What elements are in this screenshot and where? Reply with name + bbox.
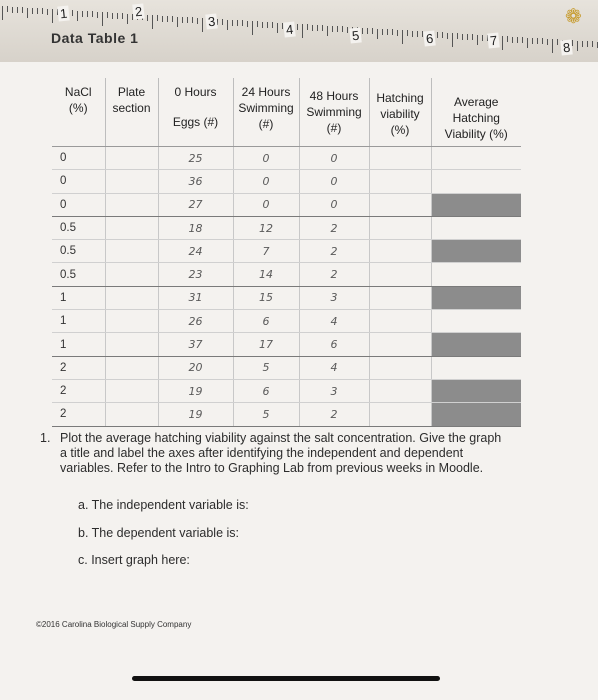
ruler-tick — [557, 39, 558, 45]
hatching-viability-cell — [369, 333, 431, 356]
eggs-cell: 25 — [158, 147, 233, 170]
ruler-tick — [147, 15, 148, 21]
average-viability-cell — [431, 356, 521, 379]
table-row — [52, 286, 521, 309]
average-viability-cell — [431, 333, 521, 356]
nacl-cell: 2 — [52, 403, 105, 426]
ruler-tick — [7, 6, 8, 12]
average-viability-cell — [431, 286, 521, 309]
ruler-tick — [122, 13, 123, 19]
average-viability-cell — [431, 240, 521, 263]
ruler-tick — [472, 34, 473, 40]
swimming-24h-cell: 5 — [233, 356, 299, 379]
eggs-cell: 31 — [158, 286, 233, 309]
swimming-48h-cell: 6 — [299, 333, 369, 356]
table-row — [52, 147, 521, 170]
swimming-48h-cell: 0 — [299, 193, 369, 216]
ruler-tick — [532, 38, 533, 44]
ruler-tick — [272, 22, 273, 28]
ruler-tick — [332, 26, 333, 32]
hatching-viability-cell — [369, 170, 431, 193]
table-row — [52, 403, 521, 426]
eggs-cell: 24 — [158, 240, 233, 263]
ruler-tick — [97, 12, 98, 18]
table-row — [52, 356, 521, 379]
ruler-tick — [342, 26, 343, 32]
ruler-tick — [522, 37, 523, 43]
swimming-48h-cell: 2 — [299, 240, 369, 263]
ruler-tick — [12, 7, 13, 13]
plate-section-cell — [105, 379, 158, 402]
ruler-tick — [587, 41, 588, 47]
average-viability-cell — [431, 310, 521, 333]
ruler-tick — [162, 16, 163, 22]
ruler-tick — [402, 30, 403, 44]
ruler-tick — [157, 15, 158, 21]
ruler-tick — [377, 29, 378, 39]
plate-section-cell — [105, 333, 158, 356]
answer-independent-variable: a. The independent variable is: — [78, 498, 249, 512]
ruler-tick — [232, 20, 233, 26]
ruler-tick — [172, 16, 173, 22]
ruler-tick — [437, 32, 438, 38]
table-row — [52, 216, 521, 239]
swimming-48h-cell: 2 — [299, 216, 369, 239]
ruler-number: 1 — [59, 5, 68, 22]
ruler-tick — [407, 30, 408, 36]
answer-dependent-variable: b. The dependent variable is: — [78, 526, 239, 540]
swimming-48h-cell: 4 — [299, 310, 369, 333]
ruler-tick — [312, 25, 313, 31]
plate-section-cell — [105, 170, 158, 193]
ruler-tick — [262, 22, 263, 28]
ruler-tick — [92, 11, 93, 17]
ruler-tick — [197, 18, 198, 24]
average-viability-cell — [431, 216, 521, 239]
hatching-viability-cell — [369, 310, 431, 333]
plate-section-cell — [105, 147, 158, 170]
copyright-footer: ©2016 Carolina Biological Supply Company — [36, 620, 192, 629]
swimming-48h-cell: 0 — [299, 147, 369, 170]
ruler-tick — [447, 33, 448, 39]
ruler-tick — [37, 8, 38, 14]
question-1 — [40, 431, 510, 476]
swimming-24h-cell: 14 — [233, 263, 299, 286]
ruler-tick — [317, 25, 318, 31]
ruler-tick — [462, 34, 463, 40]
nacl-cell: 0 — [52, 170, 105, 193]
ruler-tick — [82, 11, 83, 17]
average-viability-cell — [431, 403, 521, 426]
table-row — [52, 193, 521, 216]
nacl-cell: 1 — [52, 286, 105, 309]
ruler-tick — [382, 29, 383, 35]
table-row — [52, 379, 521, 402]
ruler-tick — [222, 19, 223, 25]
ruler-tick — [257, 21, 258, 27]
eggs-cell: 27 — [158, 193, 233, 216]
question-text: Plot the average hatching viability against the salt concentration. Give the graph a title and label the axes after identifying the independent and dependent variables. Refer to the Intro to Graphing Lab from previous weeks in Moodle. — [60, 431, 502, 475]
eggs-cell: 37 — [158, 333, 233, 356]
ruler-number: 3 — [207, 13, 216, 30]
ruler-tick — [372, 28, 373, 34]
swimming-24h-cell: 0 — [233, 170, 299, 193]
ruler-tick — [537, 38, 538, 44]
swimming-24h-cell: 12 — [233, 216, 299, 239]
average-viability-cell — [431, 147, 521, 170]
ruler-tick — [362, 28, 363, 34]
eggs-cell: 20 — [158, 356, 233, 379]
data-table — [52, 78, 521, 427]
nacl-cell: 1 — [52, 333, 105, 356]
ruler-tick — [327, 26, 328, 36]
ruler-tick — [22, 7, 23, 13]
nacl-cell: 0 — [52, 147, 105, 170]
swimming-48h-cell: 3 — [299, 379, 369, 402]
question-number: 1. — [40, 431, 51, 445]
nacl-cell: 1 — [52, 310, 105, 333]
ruler-tick — [517, 37, 518, 43]
ruler-tick — [392, 29, 393, 35]
nacl-cell: 0.5 — [52, 240, 105, 263]
hatching-viability-cell — [369, 286, 431, 309]
ruler-tick — [572, 40, 573, 46]
average-viability-cell — [431, 379, 521, 402]
header-plate-section: Plate section — [105, 78, 158, 147]
plate-section-cell — [105, 263, 158, 286]
header-nacl: NaCl (%) — [52, 78, 105, 147]
ruler-tick — [52, 9, 53, 23]
table-row — [52, 170, 521, 193]
plate-section-cell — [105, 310, 158, 333]
ruler-tick — [307, 24, 308, 30]
eggs-cell: 23 — [158, 263, 233, 286]
average-viability-cell — [431, 193, 521, 216]
ruler-tick — [237, 20, 238, 26]
swimming-24h-cell: 6 — [233, 379, 299, 402]
ruler-tick — [322, 25, 323, 31]
ruler-tick — [577, 41, 578, 51]
ruler-tick — [27, 8, 28, 18]
swimming-24h-cell: 5 — [233, 403, 299, 426]
ruler-tick — [547, 39, 548, 45]
ruler-tick — [477, 35, 478, 45]
ruler-tick — [397, 30, 398, 36]
header-hatching-viability: Hatching viability (%) — [369, 78, 431, 147]
ruler-tick — [2, 6, 3, 20]
data-table-title: Data Table 1 — [51, 30, 139, 46]
ruler-number: 8 — [562, 39, 571, 56]
ruler-tick — [267, 22, 268, 28]
ruler-tick — [47, 9, 48, 15]
plate-section-cell — [105, 193, 158, 216]
ruler-tick — [182, 17, 183, 23]
ruler-tick — [117, 13, 118, 19]
swimming-48h-cell: 4 — [299, 356, 369, 379]
ruler-tick — [177, 17, 178, 27]
ruler-tick — [187, 17, 188, 23]
ruler-tick — [152, 15, 153, 29]
ruler-number: 7 — [489, 32, 498, 49]
nacl-cell: 0 — [52, 193, 105, 216]
swimming-48h-cell: 3 — [299, 286, 369, 309]
swimming-24h-cell: 17 — [233, 333, 299, 356]
table-body — [52, 147, 521, 427]
hatching-viability-cell — [369, 240, 431, 263]
nacl-cell: 2 — [52, 379, 105, 402]
ruler-tick — [32, 8, 33, 14]
hatching-viability-cell — [369, 379, 431, 402]
ruler-tick — [347, 27, 348, 33]
ruler-tick — [112, 13, 113, 19]
plate-section-cell — [105, 216, 158, 239]
plate-section-cell — [105, 403, 158, 426]
swimming-24h-cell: 6 — [233, 310, 299, 333]
average-viability-cell — [431, 170, 521, 193]
ruler-number: 6 — [425, 30, 434, 47]
hatching-viability-cell — [369, 356, 431, 379]
eggs-cell: 18 — [158, 216, 233, 239]
header-24-hours: 24 Hours Swimming (#) — [233, 78, 299, 147]
answer-insert-graph: c. Insert graph here: — [78, 553, 190, 567]
header-0-hours: 0 Hours Eggs (#) — [158, 78, 233, 147]
ruler-tick — [582, 41, 583, 47]
eggs-cell: 19 — [158, 403, 233, 426]
plate-section-cell — [105, 356, 158, 379]
plate-section-cell — [105, 286, 158, 309]
ruler-tick — [227, 20, 228, 30]
ruler-tick — [247, 21, 248, 27]
swimming-24h-cell: 15 — [233, 286, 299, 309]
ruler-number: 5 — [351, 27, 360, 44]
ruler-tick — [552, 39, 553, 53]
nacl-cell: 2 — [52, 356, 105, 379]
ruler-tick — [277, 23, 278, 33]
nacl-cell: 0.5 — [52, 263, 105, 286]
ruler-tick — [482, 35, 483, 41]
eggs-cell: 19 — [158, 379, 233, 402]
ruler-tick — [452, 33, 453, 47]
header-48-hours: 48 Hours Swimming (#) — [299, 78, 369, 147]
swimming-24h-cell: 7 — [233, 240, 299, 263]
ruler-tick — [412, 31, 413, 37]
ruler-tick — [17, 7, 18, 13]
ruler-tick — [507, 36, 508, 42]
nacl-cell: 0.5 — [52, 216, 105, 239]
hatching-viability-cell — [369, 263, 431, 286]
ruler-tick — [527, 38, 528, 48]
ruler-tick — [202, 18, 203, 32]
ruler-tick — [467, 34, 468, 40]
ruler-tick — [502, 36, 503, 50]
average-viability-cell — [431, 263, 521, 286]
hatching-viability-cell — [369, 403, 431, 426]
ruler-tick — [192, 17, 193, 23]
ruler-tick — [72, 10, 73, 16]
ruler-tick — [107, 12, 108, 18]
ruler-tick — [42, 8, 43, 14]
ruler-tick — [242, 20, 243, 26]
header-average-hatching-viability: Average Hatching Viability (%) — [431, 78, 521, 147]
brand-logo-icon: ❁ — [565, 6, 582, 28]
swimming-24h-cell: 0 — [233, 147, 299, 170]
ruler-tick — [297, 24, 298, 30]
ruler-tick — [77, 11, 78, 21]
ruler-tick — [337, 26, 338, 32]
ruler-tick — [167, 16, 168, 22]
ruler-tick — [102, 12, 103, 26]
table-row — [52, 263, 521, 286]
ruler-tick — [442, 32, 443, 38]
ruler-tick — [512, 37, 513, 43]
swimming-48h-cell: 0 — [299, 170, 369, 193]
table-row — [52, 333, 521, 356]
ruler-tick — [252, 21, 253, 35]
ruler-tick — [387, 29, 388, 35]
ruler-number: 2 — [134, 3, 143, 20]
ruler-tick — [87, 11, 88, 17]
hatching-viability-cell — [369, 193, 431, 216]
ruler-tick — [127, 14, 128, 24]
table-header-row — [52, 78, 521, 147]
hatching-viability-cell — [369, 216, 431, 239]
ruler-tick — [302, 24, 303, 38]
eggs-cell: 26 — [158, 310, 233, 333]
ruler-number: 4 — [285, 21, 294, 38]
ruler-tick — [367, 28, 368, 34]
swimming-48h-cell: 2 — [299, 263, 369, 286]
hatching-viability-cell — [369, 147, 431, 170]
table-row — [52, 310, 521, 333]
swimming-24h-cell: 0 — [233, 193, 299, 216]
ruler-tick — [542, 38, 543, 44]
ruler-tick — [417, 31, 418, 37]
ruler-tick — [457, 33, 458, 39]
swimming-48h-cell: 2 — [299, 403, 369, 426]
table-row — [52, 240, 521, 263]
eggs-cell: 36 — [158, 170, 233, 193]
ruler-tick — [592, 41, 593, 47]
plate-section-cell — [105, 240, 158, 263]
home-indicator[interactable] — [132, 676, 440, 681]
